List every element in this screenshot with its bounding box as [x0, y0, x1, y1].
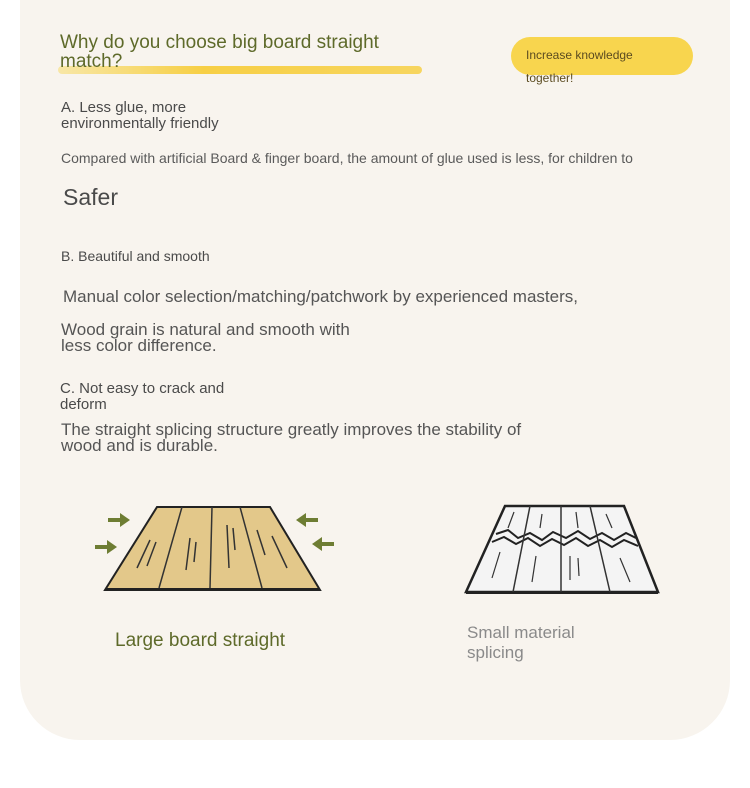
large-board-caption: Large board straight [115, 630, 286, 651]
section-b-line2: Wood grain is natural and smooth with less color difference. [61, 320, 350, 355]
section-a-body: Compared with artificial Board & finger board, the amount of glue used is less, for children to [61, 150, 633, 166]
section-a-heading: A. Less glue, more environmentally friendly [61, 99, 219, 132]
small-splicing-board-illustration [458, 500, 668, 600]
page-title: Why do you choose big board straight match? [60, 32, 379, 72]
arrow-left-icon [310, 537, 334, 551]
arrow-right-icon [95, 540, 119, 554]
section-a-emphasis: Safer [63, 184, 118, 210]
small-splicing-caption: Small material splicing [467, 623, 575, 662]
section-c-heading: C. Not easy to crack and deform [60, 380, 225, 413]
section-c-body: The straight splicing structure greatly improves the stability of wood and is durable. [61, 420, 522, 455]
arrow-left-icon [294, 513, 318, 527]
section-b-heading: B. Beautiful and smooth [61, 248, 210, 264]
section-b-line1: Manual color selection/matching/patchwork by experienced masters, [63, 287, 578, 306]
arrow-right-icon [108, 513, 132, 527]
knowledge-badge-label: Increase knowledge together! [526, 48, 633, 85]
